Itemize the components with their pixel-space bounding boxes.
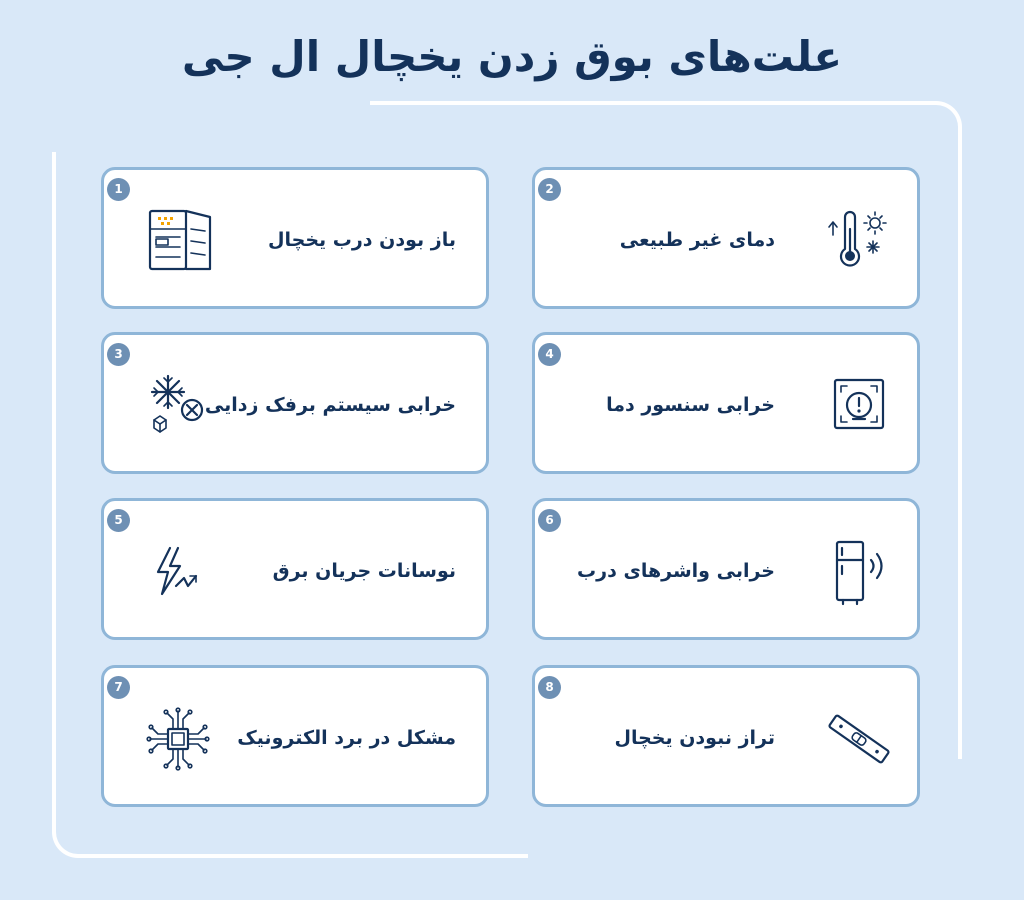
card-number-badge: 2 [538,178,561,201]
cause-card-7 [101,665,489,807]
cause-card-5 [101,498,489,640]
cause-card-8 [532,665,920,807]
card-number-badge: 1 [107,178,130,201]
cause-card-1 [101,167,489,309]
sensor-alert-icon [821,368,897,444]
spirit-level-icon [821,701,897,777]
cause-card-2 [532,167,920,309]
card-label: دمای غیر طبیعی [619,229,775,251]
card-label: خرابی واشرهای درب [577,560,775,582]
thermometer-icon [821,203,897,279]
card-label: خرابی سیستم برفک زدایی [204,394,456,416]
circuit-chip-icon [140,701,216,777]
card-label: خرابی سنسور دما [606,394,775,416]
cause-card-3 [101,332,489,474]
open-fridge-icon [140,203,216,279]
card-label: مشکل در برد الکترونیک [237,727,456,749]
page-title: علت‌های بوق زدن یخچال ال جی [181,32,843,81]
card-number-badge: 3 [107,343,130,366]
cause-card-6 [532,498,920,640]
card-label: نوسانات جریان برق [272,560,456,582]
cause-card-4 [532,332,920,474]
card-number-badge: 8 [538,676,561,699]
card-label: تراز نبودن یخچال [614,727,775,749]
card-number-badge: 7 [107,676,130,699]
lightning-icon [140,534,216,610]
card-number-badge: 5 [107,509,130,532]
card-number-badge: 6 [538,509,561,532]
fridge-sound-icon [821,534,897,610]
card-label: باز بودن درب یخچال [268,229,456,251]
card-number-badge: 4 [538,343,561,366]
